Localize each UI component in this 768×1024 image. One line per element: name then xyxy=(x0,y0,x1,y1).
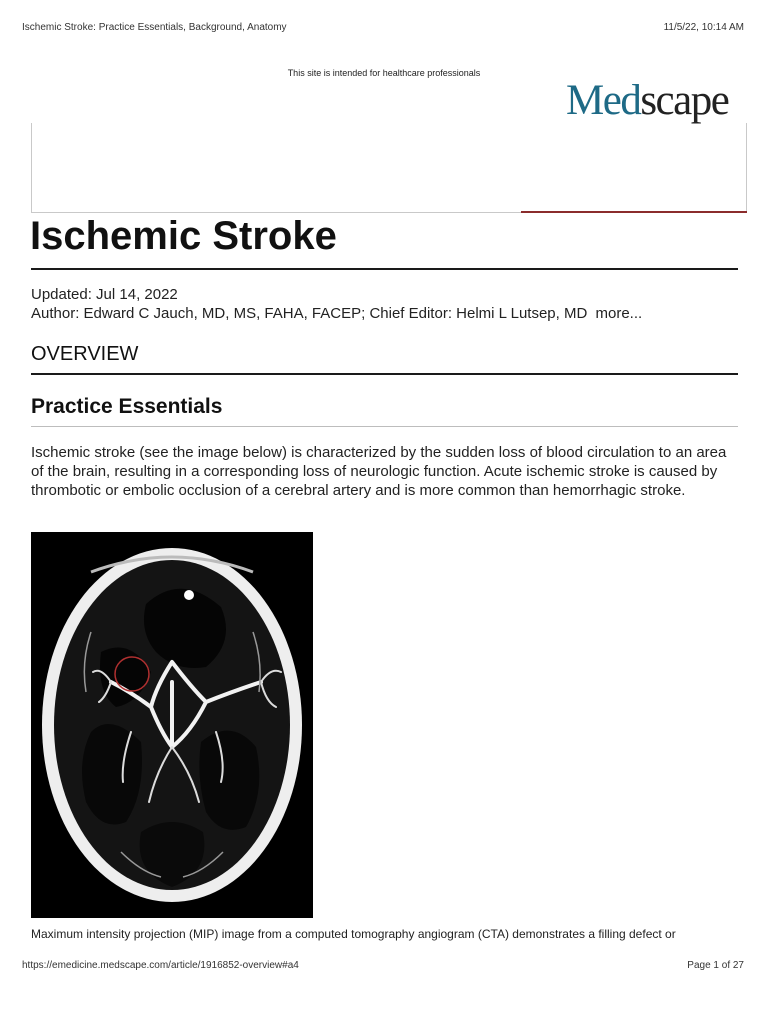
updated-date: Updated: Jul 14, 2022 xyxy=(31,286,178,303)
author-line xyxy=(31,305,642,322)
author-text: Author: Edward C Jauch, MD, MS, FAHA, FACEP; Chief Editor: Helmi L Lutsep, MD xyxy=(31,305,588,322)
brain-scan-graphic xyxy=(31,532,313,918)
logo-part-med: Med xyxy=(566,77,641,124)
cta-mip-brain-image[interactable] xyxy=(31,532,313,918)
print-header-datetime: 11/5/22, 10:14 AM xyxy=(663,22,744,33)
subsection-divider xyxy=(31,426,738,427)
subsection-heading: Practice Essentials xyxy=(31,395,223,418)
figure-caption: Maximum intensity projection (MIP) image from a computed tomography angiogram (CTA) demonstrates a filling defect or xyxy=(31,927,676,941)
logo-part-scape: scape xyxy=(640,77,729,124)
print-header-title: Ischemic Stroke: Practice Essentials, Background, Anatomy xyxy=(22,22,287,33)
article-title: Ischemic Stroke xyxy=(30,214,337,258)
section-divider xyxy=(31,373,738,375)
medscape-logo[interactable] xyxy=(566,76,728,125)
ad-banner-placeholder xyxy=(31,123,747,213)
print-footer-page: Page 1 of 27 xyxy=(687,960,744,971)
title-divider xyxy=(31,268,738,270)
print-footer-url: https://emedicine.medscape.com/article/1916852-overview#a4 xyxy=(22,960,299,971)
intro-paragraph: Ischemic stroke (see the image below) is characterized by the sudden loss of blood circulation to an area of the brain, resulting in a corresponding loss of neurologic function. Acute ischemic stroke is caused by thrombotic or embolic occlusion of a cerebral artery and is more common than hemorrhagic stroke. xyxy=(31,444,727,499)
section-heading-overview: OVERVIEW xyxy=(31,343,139,365)
healthcare-notice: This site is intended for healthcare professionals xyxy=(287,68,481,78)
more-authors-link[interactable]: more... xyxy=(595,305,643,322)
ad-accent-line xyxy=(521,211,747,213)
